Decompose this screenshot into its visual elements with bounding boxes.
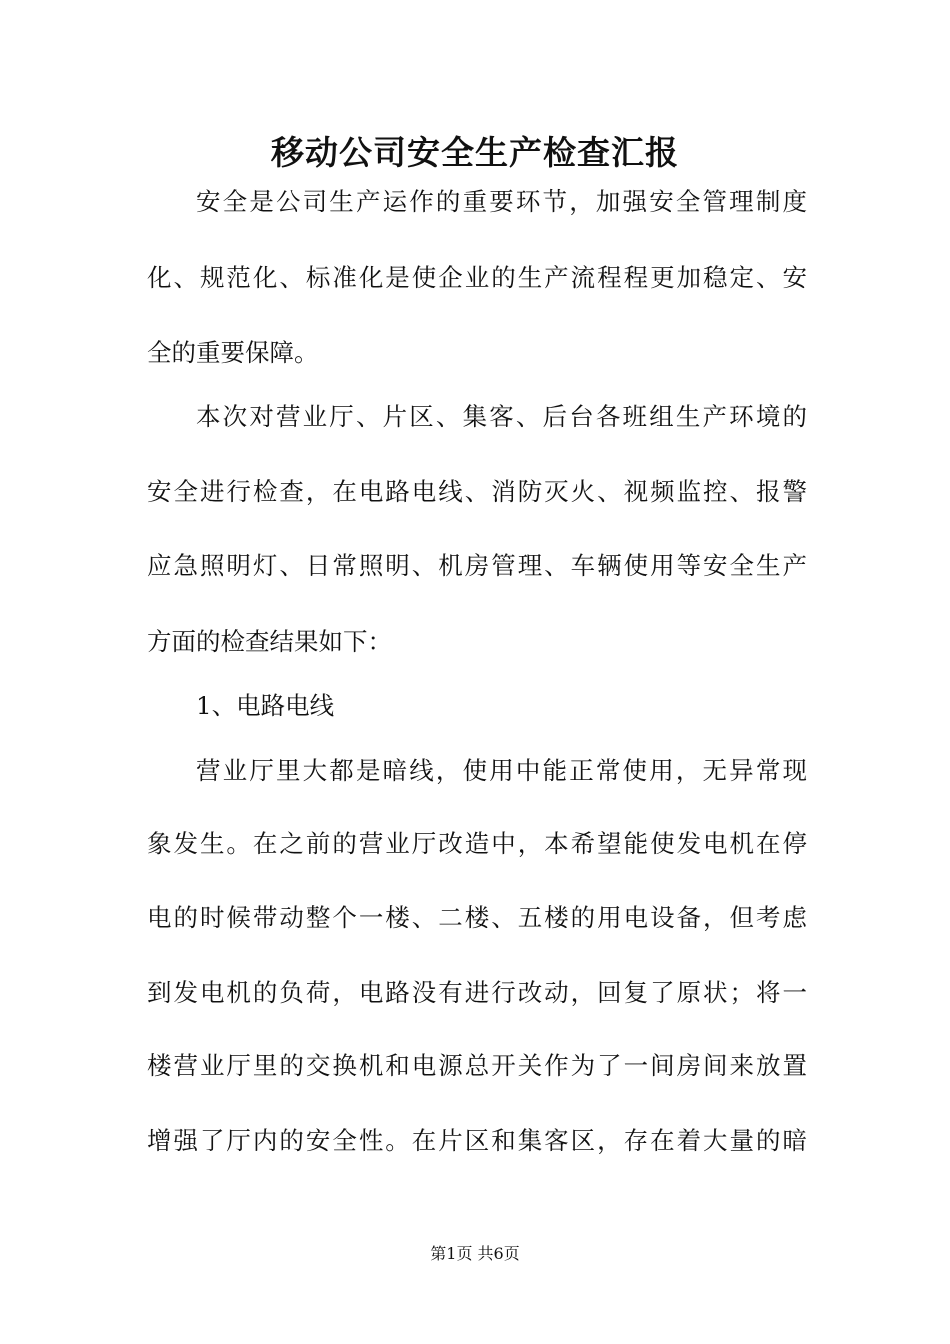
paragraph-2-line-2: 安全进行检查，在电路电线、消防灭火、视频监控、报警 [147,477,807,506]
paragraph-3-line-6: 增强了厅内的安全性。在片区和集客区，存在着大量的暗 [147,1126,807,1155]
paragraph-3-line-1: 营业厅里大都是暗线，使用中能正常使用，无异常现 [196,756,807,785]
paragraph-2-line-4: 方面的检查结果如下： [147,627,392,656]
section-heading-1: 1、电路电线 [196,691,335,720]
paragraph-3-line-3: 电的时候带动整个一楼、二楼、五楼的用电设备，但考虑 [147,903,807,932]
document-title: 移动公司安全生产检查汇报 [271,133,679,172]
paragraph-3-line-5: 楼营业厅里的交换机和电源总开关作为了一间房间来放置 [147,1051,807,1080]
paragraph-2-line-3: 应急照明灯、日常照明、机房管理、车辆使用等安全生产 [147,551,807,580]
paragraph-1-line-1: 安全是公司生产运作的重要环节，加强安全管理制度 [196,187,807,216]
paragraph-1-line-2: 化、规范化、标准化是使企业的生产流程程更加稳定、安 [147,263,807,292]
paragraph-2-line-1: 本次对营业厅、片区、集客、后台各班组生产环境的 [196,402,807,431]
page-footer: 第1页 共6页 [430,1244,520,1263]
paragraph-3-line-2: 象发生。在之前的营业厅改造中，本希望能使发电机在停 [147,829,807,858]
paragraph-3-line-4: 到发电机的负荷，电路没有进行改动，回复了原状；将一 [147,978,807,1007]
paragraph-1-line-3: 全的重要保障。 [147,338,319,367]
